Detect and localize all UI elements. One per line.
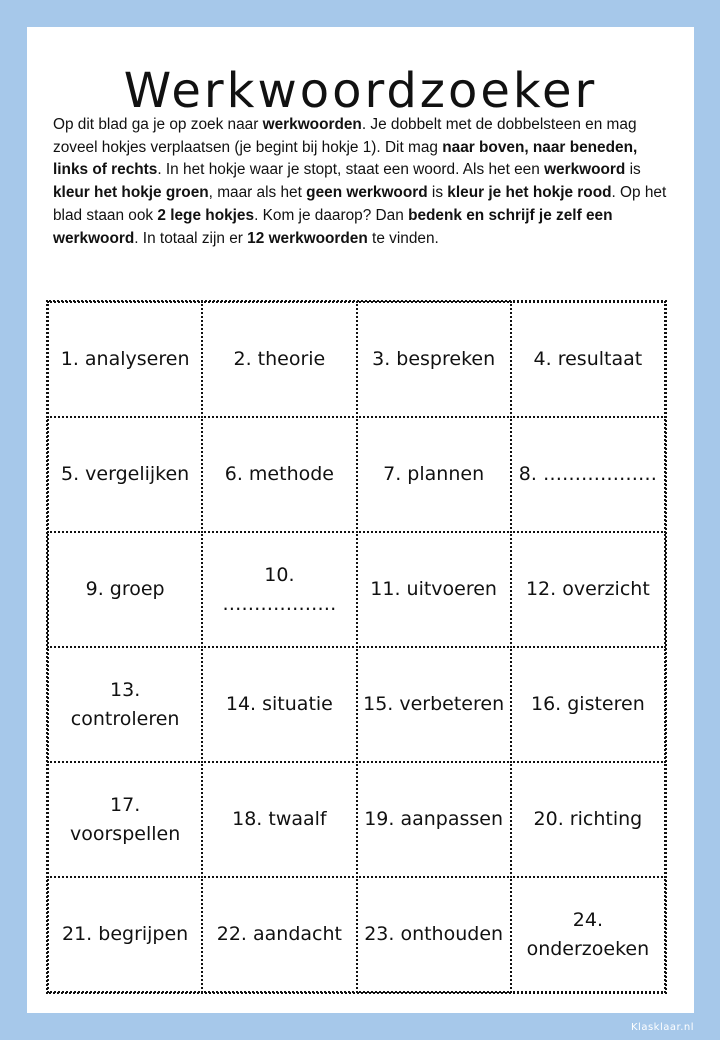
grid-cell-label: 20. richting [533,808,643,830]
page-title: Werkwoordzoeker [123,63,598,119]
instruction-text: . Je dobbelt met de dobbelsteen en mag zoveel hokjes verplaatsen (je begint bij hokje 1). Dit mag [53,116,637,156]
worksheet-page [27,27,694,1013]
grid-cell-20 [510,761,666,878]
grid-cell-label: 21. begrijpen [62,923,189,945]
instruction-emphasis: kleur je het hokje rood [447,184,612,202]
instruction-text: te vinden. [367,229,439,247]
grid-cell-label: 10. ……………… [222,563,337,615]
instruction-emphasis: bedenk en schrijf je zelf een werkwoord [53,206,613,247]
grid-cell-label: 6. methode [224,463,334,485]
instruction-text: . In totaal zijn er [134,229,248,247]
grid-cell-label: 17. voorspellen [70,793,181,845]
grid-cell-2 [201,301,357,418]
grid-cell-10 [201,531,357,648]
instructions-paragraph [53,114,673,250]
grid-cell-14 [201,646,357,763]
grid-cell-16 [510,646,666,763]
grid-cell-label: 24. onderzoeken [526,908,650,960]
grid-cell-label: 5. vergelijken [61,463,190,485]
grid-cell-label: 11. uitvoeren [370,578,497,600]
grid-cell-label: 14. situatie [225,693,333,715]
instruction-emphasis: naar boven, naar beneden, links of rechts [53,138,638,179]
grid-cell-label: 18. twaalf [232,808,327,830]
grid-cell-4 [510,301,666,418]
grid-cell-22 [201,876,357,993]
word-grid [46,300,667,994]
instruction-emphasis: werkwoorden [262,116,362,133]
grid-cell-label: 4. resultaat [533,348,643,370]
grid-cell-label: 22. aandacht [216,923,342,945]
instruction-text: . Op het blad staan ook [53,184,667,224]
grid-cell-8 [510,416,666,533]
grid-cell-label: 2. theorie [233,348,326,370]
grid-cell-7 [356,416,512,533]
instruction-text: . In het hokje waar je stopt, staat een woord. Als het een [157,161,545,179]
grid-cell-label: 13. controleren [70,678,180,730]
instruction-text: , maar als het [208,184,307,202]
grid-cell-label: 8. ……………… [518,463,657,485]
grid-cell-label: 3. bespreken [372,348,496,370]
grid-cell-21 [47,876,203,993]
instruction-emphasis: 12 werkwoorden [247,229,368,247]
grid-cell-label: 9. groep [85,578,165,600]
instruction-emphasis: 2 lege hokjes [157,206,255,224]
grid-cell-3 [356,301,512,418]
grid-cell-11 [356,531,512,648]
grid-cell-15 [356,646,512,763]
grid-cell-label: 7. plannen [383,463,485,485]
instruction-emphasis: geen werkwoord [306,184,428,202]
grid-cell-19 [356,761,512,878]
grid-cell-label: 12. overzicht [525,578,650,600]
grid-cell-label: 15. verbeteren [363,693,505,715]
grid-cell-13 [47,646,203,763]
instruction-text: is [427,184,448,202]
grid-cell-label: 23. onthouden [364,923,504,945]
grid-cell-23 [356,876,512,993]
grid-cell-label: 19. aanpassen [364,808,504,830]
instruction-text: is [625,161,641,179]
grid-cell-9 [47,531,203,648]
grid-cell-label: 1. analyseren [60,348,190,370]
grid-cell-6 [201,416,357,533]
instruction-emphasis: werkwoord [544,161,626,179]
grid-cell-12 [510,531,666,648]
grid-cell-18 [201,761,357,878]
grid-cell-5 [47,416,203,533]
instruction-emphasis: kleur het hokje groen [53,184,209,202]
watermark: Klasklaar.nl [631,1022,694,1033]
grid-cell-24 [510,876,666,993]
instruction-text: . Kom je daarop? Dan [254,206,409,224]
grid-cell-1 [47,301,203,418]
instruction-text: Op dit blad ga je op zoek naar [53,116,263,133]
grid-cell-label: 16. gisteren [530,693,645,715]
grid-cell-17 [47,761,203,878]
